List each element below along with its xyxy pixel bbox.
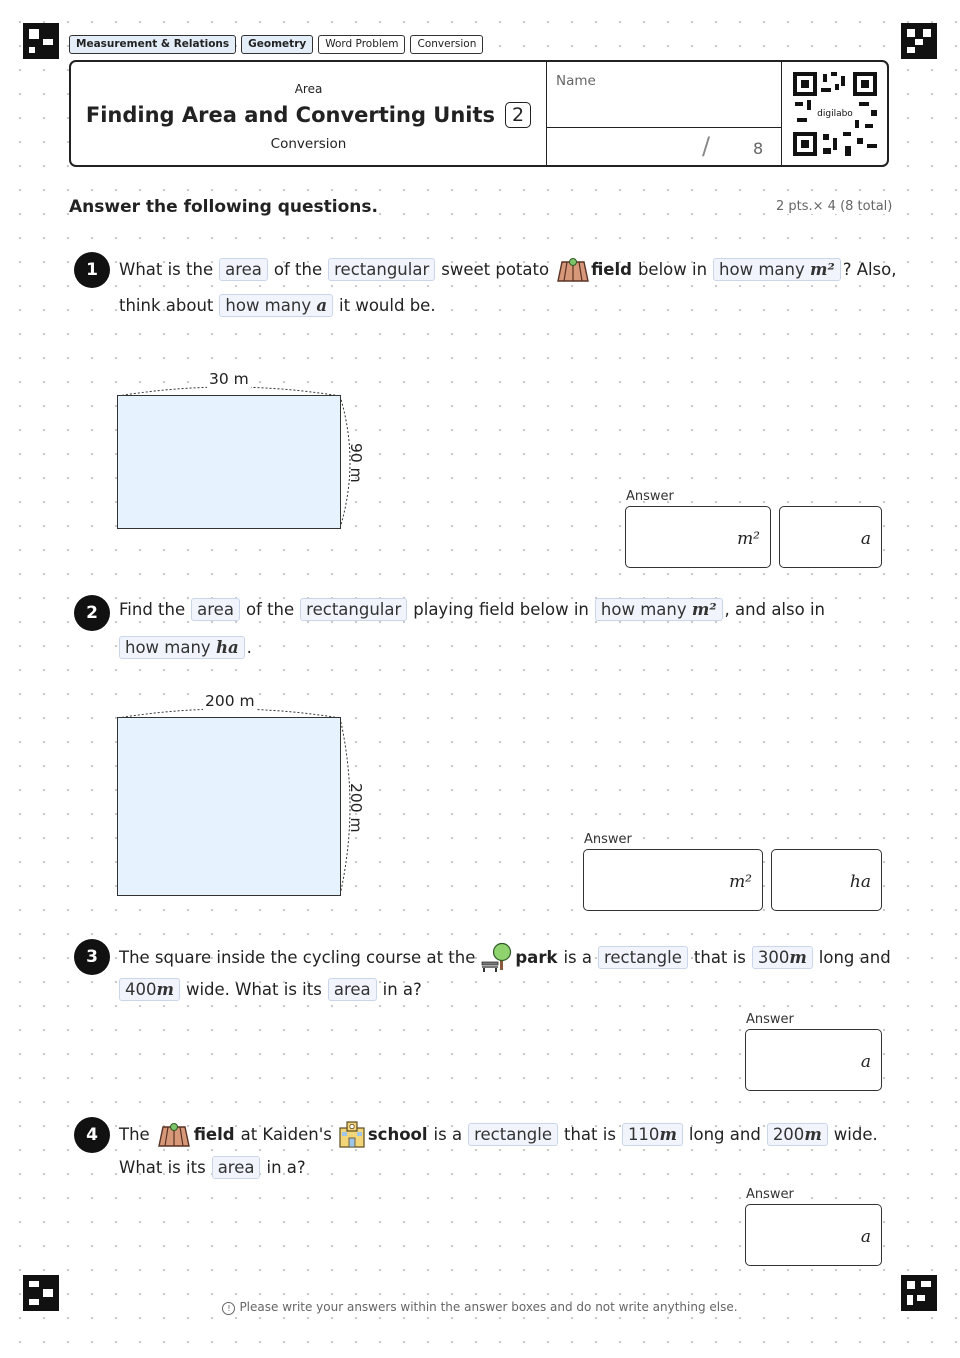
q1-height-label: 90 m xyxy=(347,443,365,483)
q2-answer-box-ha[interactable]: ha xyxy=(771,849,882,911)
q2-answer-label: Answer xyxy=(584,832,632,847)
q4-keyword-width: 200m xyxy=(767,1123,828,1146)
field-icon xyxy=(555,256,591,282)
question-number-3: 3 xyxy=(74,939,110,975)
q4-line-1 xyxy=(119,1120,878,1148)
q3-line-1 xyxy=(119,942,891,972)
name-field[interactable] xyxy=(546,62,781,128)
q1-line-1 xyxy=(119,256,897,282)
page-title xyxy=(71,102,546,128)
q2-height-label: 200 m xyxy=(347,783,365,833)
question-number-4: 4 xyxy=(74,1117,110,1153)
q2-keyword-how-many-ha: how many ha xyxy=(119,636,245,659)
q1-answer-label: Answer xyxy=(626,489,674,504)
q1-line-2 xyxy=(119,294,436,317)
q4-text: that is xyxy=(564,1124,616,1144)
q2-text: Find the xyxy=(119,600,186,619)
q3-keyword-area: area xyxy=(328,978,377,1001)
q1-keyword-how-many-m2: how many m² xyxy=(713,258,841,281)
q2-text: . xyxy=(246,638,252,657)
q2-keyword-how-many-m2: how many m² xyxy=(595,598,723,621)
title-text: Finding Area and Converting Units xyxy=(85,103,496,127)
score-slash: / xyxy=(702,132,711,160)
corner-marker-top-left xyxy=(23,23,59,59)
score-total: 8 xyxy=(753,139,764,158)
q3-text: The square inside the cycling course at the xyxy=(119,947,476,967)
q2-width-label: 200 m xyxy=(205,692,255,710)
q3-text: long and xyxy=(818,947,891,967)
q2-rectangle-field xyxy=(117,717,341,896)
q3-text: wide. What is its xyxy=(185,980,322,999)
svg-text:digilabo: digilabo xyxy=(817,109,853,119)
q4-text: at Kaiden's xyxy=(240,1124,332,1144)
q1-text: sweet potato xyxy=(441,259,550,279)
qr-code-icon xyxy=(793,72,877,156)
q1-text: below in xyxy=(637,259,708,279)
q1-keyword-how-many-a: how many a xyxy=(219,294,333,317)
q4-text: in a? xyxy=(266,1158,306,1177)
q3-text: in a? xyxy=(382,980,422,999)
q4-text-field: field xyxy=(193,1124,235,1144)
q4-text: The xyxy=(119,1124,150,1144)
q2-line-2 xyxy=(119,636,252,659)
q1-keyword-rectangular: rectangular xyxy=(328,258,435,281)
q4-keyword-rectangle: rectangle xyxy=(468,1123,558,1146)
q1-text: think about xyxy=(119,296,214,315)
worksheet-header xyxy=(69,60,889,167)
q3-text: is a xyxy=(563,947,592,967)
q1-rectangle-field xyxy=(117,395,341,529)
q1-keyword-area: area xyxy=(219,258,268,281)
name-label: Name xyxy=(556,73,596,89)
q2-line-1 xyxy=(119,598,825,621)
q1-width-label: 30 m xyxy=(209,370,249,388)
question-number-1: 1 xyxy=(74,252,110,288)
q1-text: ? Also, xyxy=(842,259,897,279)
field-icon xyxy=(156,1121,192,1147)
q4-line-2 xyxy=(119,1156,306,1179)
q4-answer-box-a[interactable]: a xyxy=(745,1204,882,1266)
q4-text: wide. xyxy=(833,1124,878,1144)
tag-list xyxy=(69,35,483,54)
tag-measurement: Measurement & Relations xyxy=(69,35,236,54)
points-info: 2 pts.× 4 (8 total) xyxy=(776,199,893,214)
footer-note xyxy=(0,1300,960,1315)
qr-code-area xyxy=(781,62,887,165)
worksheet-number: 2 xyxy=(505,102,531,128)
q2-keyword-area: area xyxy=(191,598,240,621)
q2-answer-box-m2[interactable]: m² xyxy=(583,849,763,911)
tag-word-problem: Word Problem xyxy=(318,35,405,54)
q4-text: long and xyxy=(688,1124,761,1144)
q4-text: What is its xyxy=(119,1158,206,1177)
footer-text: Please write your answers within the answer boxes and do not write anything else. xyxy=(239,1300,738,1314)
q1-text: of the xyxy=(273,259,323,279)
q1-text: What is the xyxy=(119,259,214,279)
q3-text-park: park xyxy=(515,947,558,967)
q4-text: is a xyxy=(433,1124,463,1144)
q3-keyword-width: 400m xyxy=(119,978,180,1001)
q3-answer-label: Answer xyxy=(746,1012,794,1027)
question-number-2: 2 xyxy=(74,595,110,631)
park-icon xyxy=(481,942,513,972)
q4-keyword-length: 110m xyxy=(622,1123,683,1146)
subject-label: Area xyxy=(294,82,323,96)
q4-answer-label: Answer xyxy=(746,1187,794,1202)
info-icon: ! xyxy=(222,1302,235,1315)
instructions: Answer the following questions. xyxy=(69,197,378,217)
q2-text: of the xyxy=(245,600,295,619)
tag-geometry: Geometry xyxy=(241,35,313,54)
q1-text-field: field xyxy=(591,259,632,279)
subtitle-label: Conversion xyxy=(270,136,347,152)
score-field[interactable] xyxy=(546,128,781,165)
q3-text: that is xyxy=(693,947,746,967)
q1-text: it would be. xyxy=(339,296,436,315)
q2-text: , and also in xyxy=(724,600,825,619)
q2-text: playing field below in xyxy=(413,600,589,619)
corner-marker-top-right xyxy=(901,23,937,59)
q1-answer-box-m2[interactable]: m² xyxy=(625,506,771,568)
q1-answer-box-a[interactable]: a xyxy=(779,506,882,568)
q2-keyword-rectangular: rectangular xyxy=(300,598,407,621)
q4-keyword-area: area xyxy=(212,1156,261,1179)
q3-line-2 xyxy=(119,978,422,1001)
q3-keyword-rectangle: rectangle xyxy=(598,946,688,969)
tag-conversion: Conversion xyxy=(410,35,483,54)
title-block xyxy=(71,62,546,165)
q3-keyword-length: 300m xyxy=(752,946,813,969)
q4-text-school: school xyxy=(367,1124,428,1144)
q3-answer-box-a[interactable]: a xyxy=(745,1029,882,1091)
school-icon xyxy=(338,1120,366,1148)
